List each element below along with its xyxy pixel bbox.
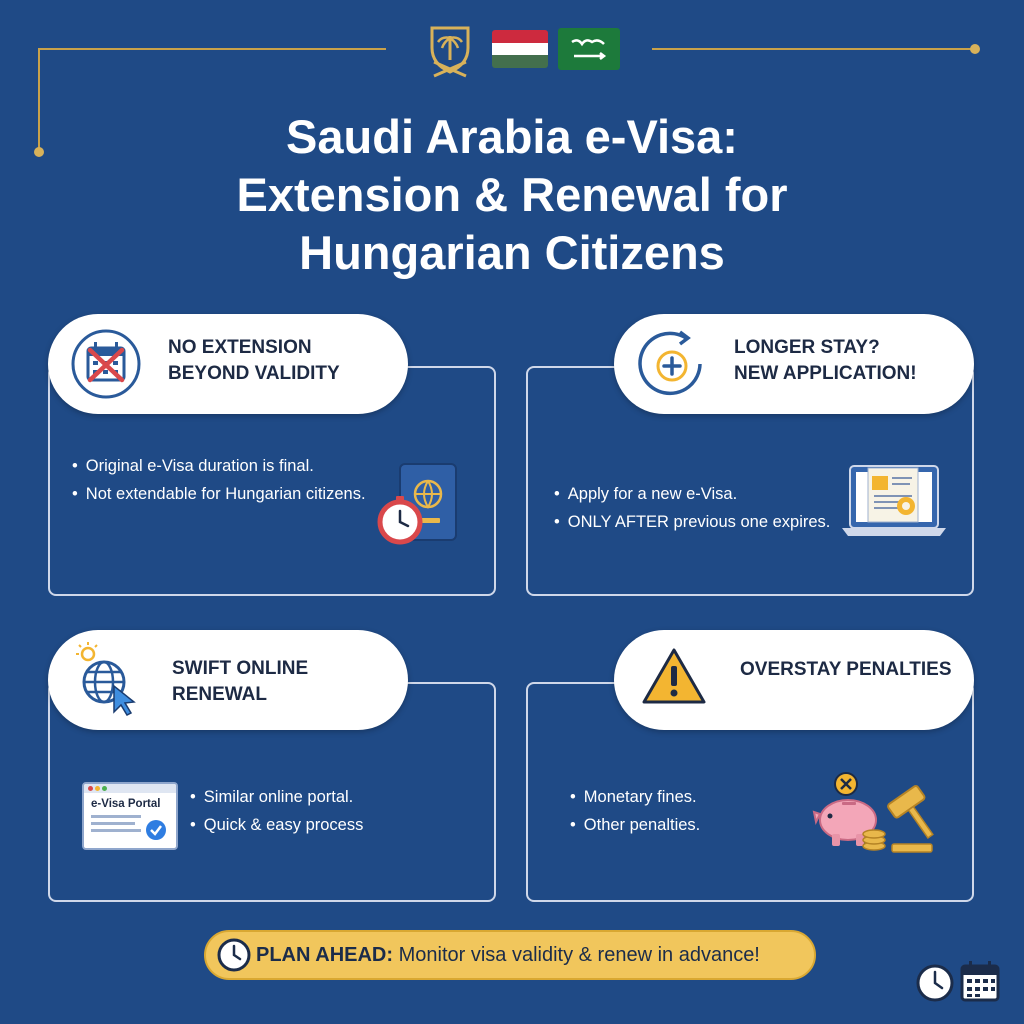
card-no-extension-title [168, 335, 340, 387]
page-title [0, 108, 1024, 282]
list-item: • ONLY AFTER previous one expires. [554, 508, 830, 536]
warning-icon [640, 646, 708, 706]
piggybank-gavel-icon [812, 770, 944, 854]
top-right-rule [652, 48, 974, 50]
title-line-2: Extension & Renewal for [236, 168, 788, 221]
list-item: • Original e-Visa duration is final. [72, 452, 366, 480]
card-longer-stay-title-line-1: LONGER STAY? [734, 337, 880, 358]
crest-icon [426, 24, 474, 80]
card-overstay-penalties-bullets [570, 783, 700, 839]
card-longer-stay-bullets [554, 480, 830, 536]
right-rule-dot [970, 44, 980, 54]
card-longer-stay-title-line-2: NEW APPLICATION! [734, 363, 917, 384]
card-overstay-penalties-title-line-1: OVERSTAY PENALTIES [740, 659, 952, 680]
calendar-icon [958, 958, 1002, 1004]
card-no-extension-title-line-2: BEYOND VALIDITY [168, 363, 340, 384]
saudi-flag-icon [558, 28, 620, 70]
card-online-renewal-title-line-2: RENEWAL [172, 684, 267, 705]
list-item: • Other penalties. [570, 811, 700, 839]
list-item: • Not extendable for Hungarian citizens. [72, 480, 366, 508]
plan-ahead-banner [204, 930, 816, 980]
card-overstay-penalties-title [740, 657, 952, 683]
calendar-cross-icon [70, 328, 142, 400]
clock-icon [914, 962, 956, 1004]
clock-icon [216, 937, 252, 973]
portal-window-label: e-Visa Portal [91, 798, 161, 810]
list-item: • Apply for a new e-Visa. [554, 480, 830, 508]
passport-stopwatch-icon [376, 462, 460, 548]
card-online-renewal-title [172, 656, 308, 708]
banner-text: Monitor visa validity & renew in advance! [393, 944, 760, 966]
title-line-1: Saudi Arabia e-Visa: [286, 110, 738, 163]
list-item: • Quick & easy process [190, 811, 363, 839]
card-online-renewal-title-line-1: SWIFT ONLINE [172, 658, 309, 679]
check-icon [146, 820, 166, 840]
banner-strong-text: PLAN AHEAD: [256, 944, 394, 966]
card-no-extension-bullets [72, 452, 366, 508]
laptop-form-icon [840, 462, 948, 542]
card-longer-stay-title [734, 335, 917, 387]
card-no-extension-title-line-1: NO EXTENSION [168, 337, 312, 358]
list-item: • Similar online portal. [190, 783, 363, 811]
card-online-renewal-bullets [190, 783, 363, 839]
globe-cursor-icon [72, 640, 144, 716]
evisa-portal-window-icon [82, 782, 178, 850]
hungary-flag-icon [492, 30, 548, 68]
renew-plus-icon [634, 326, 710, 402]
list-item: • Monetary fines. [570, 783, 700, 811]
title-line-3: Hungarian Citizens [299, 226, 725, 279]
top-left-rule [38, 48, 386, 50]
